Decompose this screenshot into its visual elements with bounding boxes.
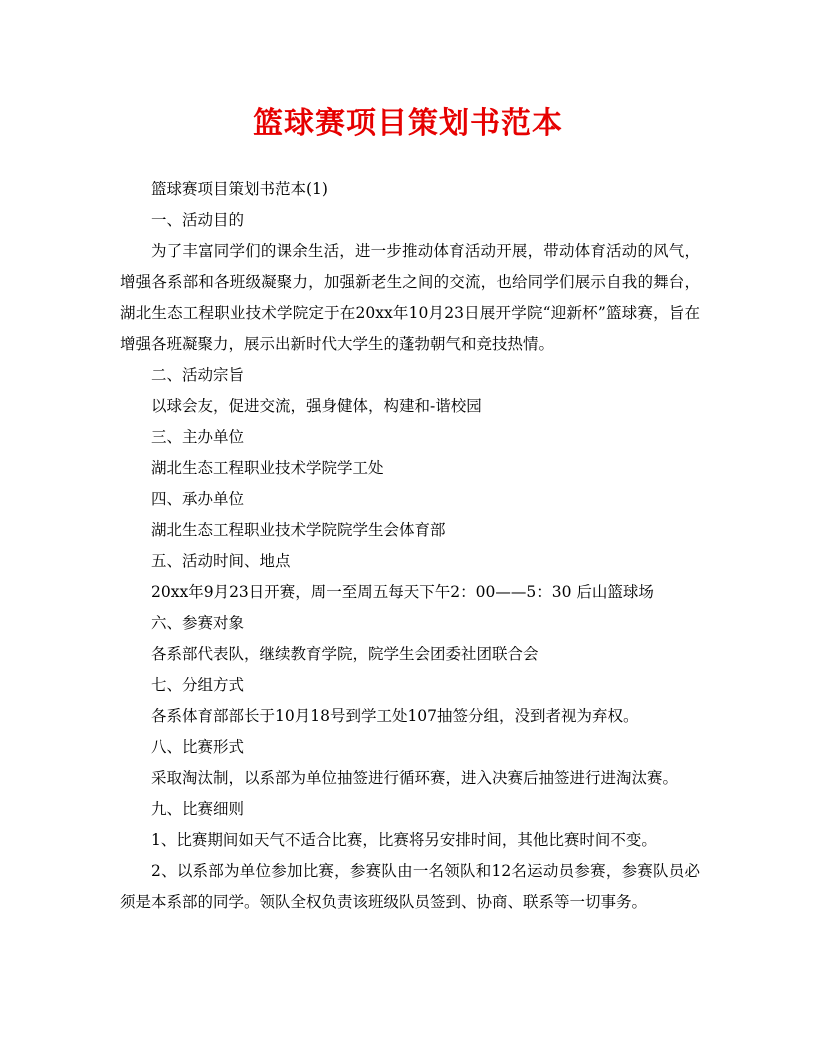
- document-body: [120, 174, 700, 918]
- paragraph: 20xx年9月23日开赛，周一至周五每天下午2：00——5：30 后山篮球场: [151, 583, 654, 601]
- paragraph: 采取淘汰制，以系部为单位抽签进行循环赛，进入决赛后抽签进行进淘汰赛。: [151, 769, 679, 787]
- document-title: 篮球赛项目策划书范本: [253, 106, 563, 141]
- paragraph: 一、活动目的: [151, 211, 245, 229]
- paragraph: 二、活动宗旨: [151, 366, 245, 384]
- paragraph: 1、比赛期间如天气不适合比赛，比赛将另安排时间，其他比赛时间不变。: [151, 831, 657, 849]
- paragraph: 三、主办单位: [151, 428, 245, 446]
- paragraph: 五、活动时间、地点: [151, 552, 291, 570]
- paragraph: 湖北生态工程职业技术学院学工处: [151, 459, 384, 477]
- paragraph: 各系体育部部长于10月18号到学工处107抽签分组，没到者视为弃权。: [151, 707, 639, 725]
- paragraph: 以球会友，促进交流，强身健体，构建和-谐校园: [151, 397, 482, 415]
- paragraph: 湖北生态工程职业技术学院院学生会体育部: [151, 521, 446, 539]
- paragraph: 八、比赛形式: [151, 738, 245, 756]
- paragraph: 四、承办单位: [151, 490, 245, 508]
- paragraph: 篮球赛项目策划书范本(1): [151, 180, 328, 198]
- paragraph: 2、以系部为单位参加比赛，参赛队由一名领队和12名运动员参赛，参赛队员必须是本系部的同学。领队全权负责该班级队员签到、协商、联系等一切事务。: [120, 862, 700, 911]
- paragraph: 为了丰富同学们的课余生活，进一步推动体育活动开展，带动体育活动的风气，增强各系部和各班级凝聚力，加强新老生之间的交流，也给同学们展示自我的舞台，湖北生态工程职业技术学院定于在20xx年10月23日展开学院“迎新杯”篮球赛，旨在增强各班凝聚力，展示出新时代大学生的蓬勃朝气和竞技热情。: [120, 242, 700, 353]
- paragraph: 七、分组方式: [151, 676, 245, 694]
- paragraph: 九、比赛细则: [151, 800, 245, 818]
- paragraph: 六、参赛对象: [151, 614, 245, 632]
- paragraph: 各系部代表队，继续教育学院，院学生会团委社团联合会: [151, 645, 539, 663]
